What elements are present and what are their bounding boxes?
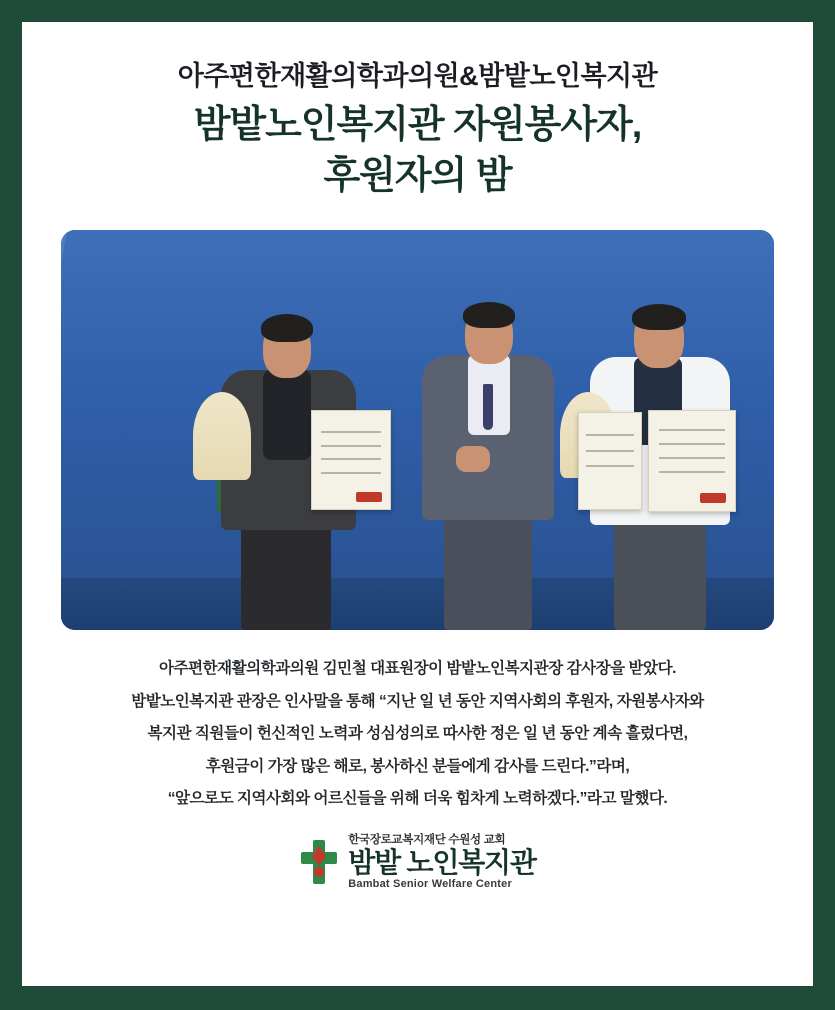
logo-main-name: 밤밭 노인복지관 <box>348 847 536 879</box>
person-center <box>416 255 566 630</box>
caption-block <box>68 658 768 820</box>
logo-top-line: 한국장로교복지재단 수원성 교회 <box>348 833 506 846</box>
caption-line: 복지관 직원들이 헌신적인 노력과 성심성의로 따사한 정은 일 년 동안 계속 흘렀다면, <box>147 725 688 743</box>
caption-line: 밤밭노인복지관 관장은 인사말을 통해 “지난 일 년 동안 지역사회의 후원자, 자원봉사자와 <box>131 692 704 710</box>
cross-icon <box>299 838 339 886</box>
poster-title-line-1: 밤밭노인복지관 자원봉사자, <box>193 103 642 146</box>
person-center-hands <box>456 446 490 472</box>
person-right-hair <box>632 304 686 330</box>
person-center-hair <box>463 302 515 328</box>
logo-english-name: Bambat Senior Welfare Center <box>348 878 512 891</box>
poster-subtitle: 아주편한재활의학과의원&밤밭노인복지관 <box>177 61 658 91</box>
caption-line: “앞으로도 지역사회와 어르신들을 위해 더욱 힘차게 노력하겠다.”라고 말했다. <box>167 790 668 808</box>
person-center-tie <box>483 384 493 430</box>
person-left <box>211 270 371 630</box>
poster-card <box>22 22 813 986</box>
person-right-certificate-left <box>578 412 642 510</box>
logo-text-block <box>348 835 536 891</box>
poster-title-line-2: 후원자의 밤 <box>323 155 512 198</box>
person-left-hair <box>261 314 313 342</box>
caption-line: 아주편한재활의학과의원 김민철 대표원장이 밤밭노인복지관장 감사장을 받았다. <box>159 660 676 678</box>
person-left-inner <box>263 370 311 460</box>
caption-line: 후원금이 가장 많은 해로, 봉사하신 분들에게 감사를 드린다.”라며, <box>205 757 630 775</box>
person-left-bouquet <box>193 392 251 480</box>
person-left-certificate <box>311 410 391 510</box>
person-right <box>576 262 751 630</box>
event-photo <box>61 230 774 630</box>
organization-logo <box>299 835 536 891</box>
person-right-certificate-right <box>648 410 736 512</box>
